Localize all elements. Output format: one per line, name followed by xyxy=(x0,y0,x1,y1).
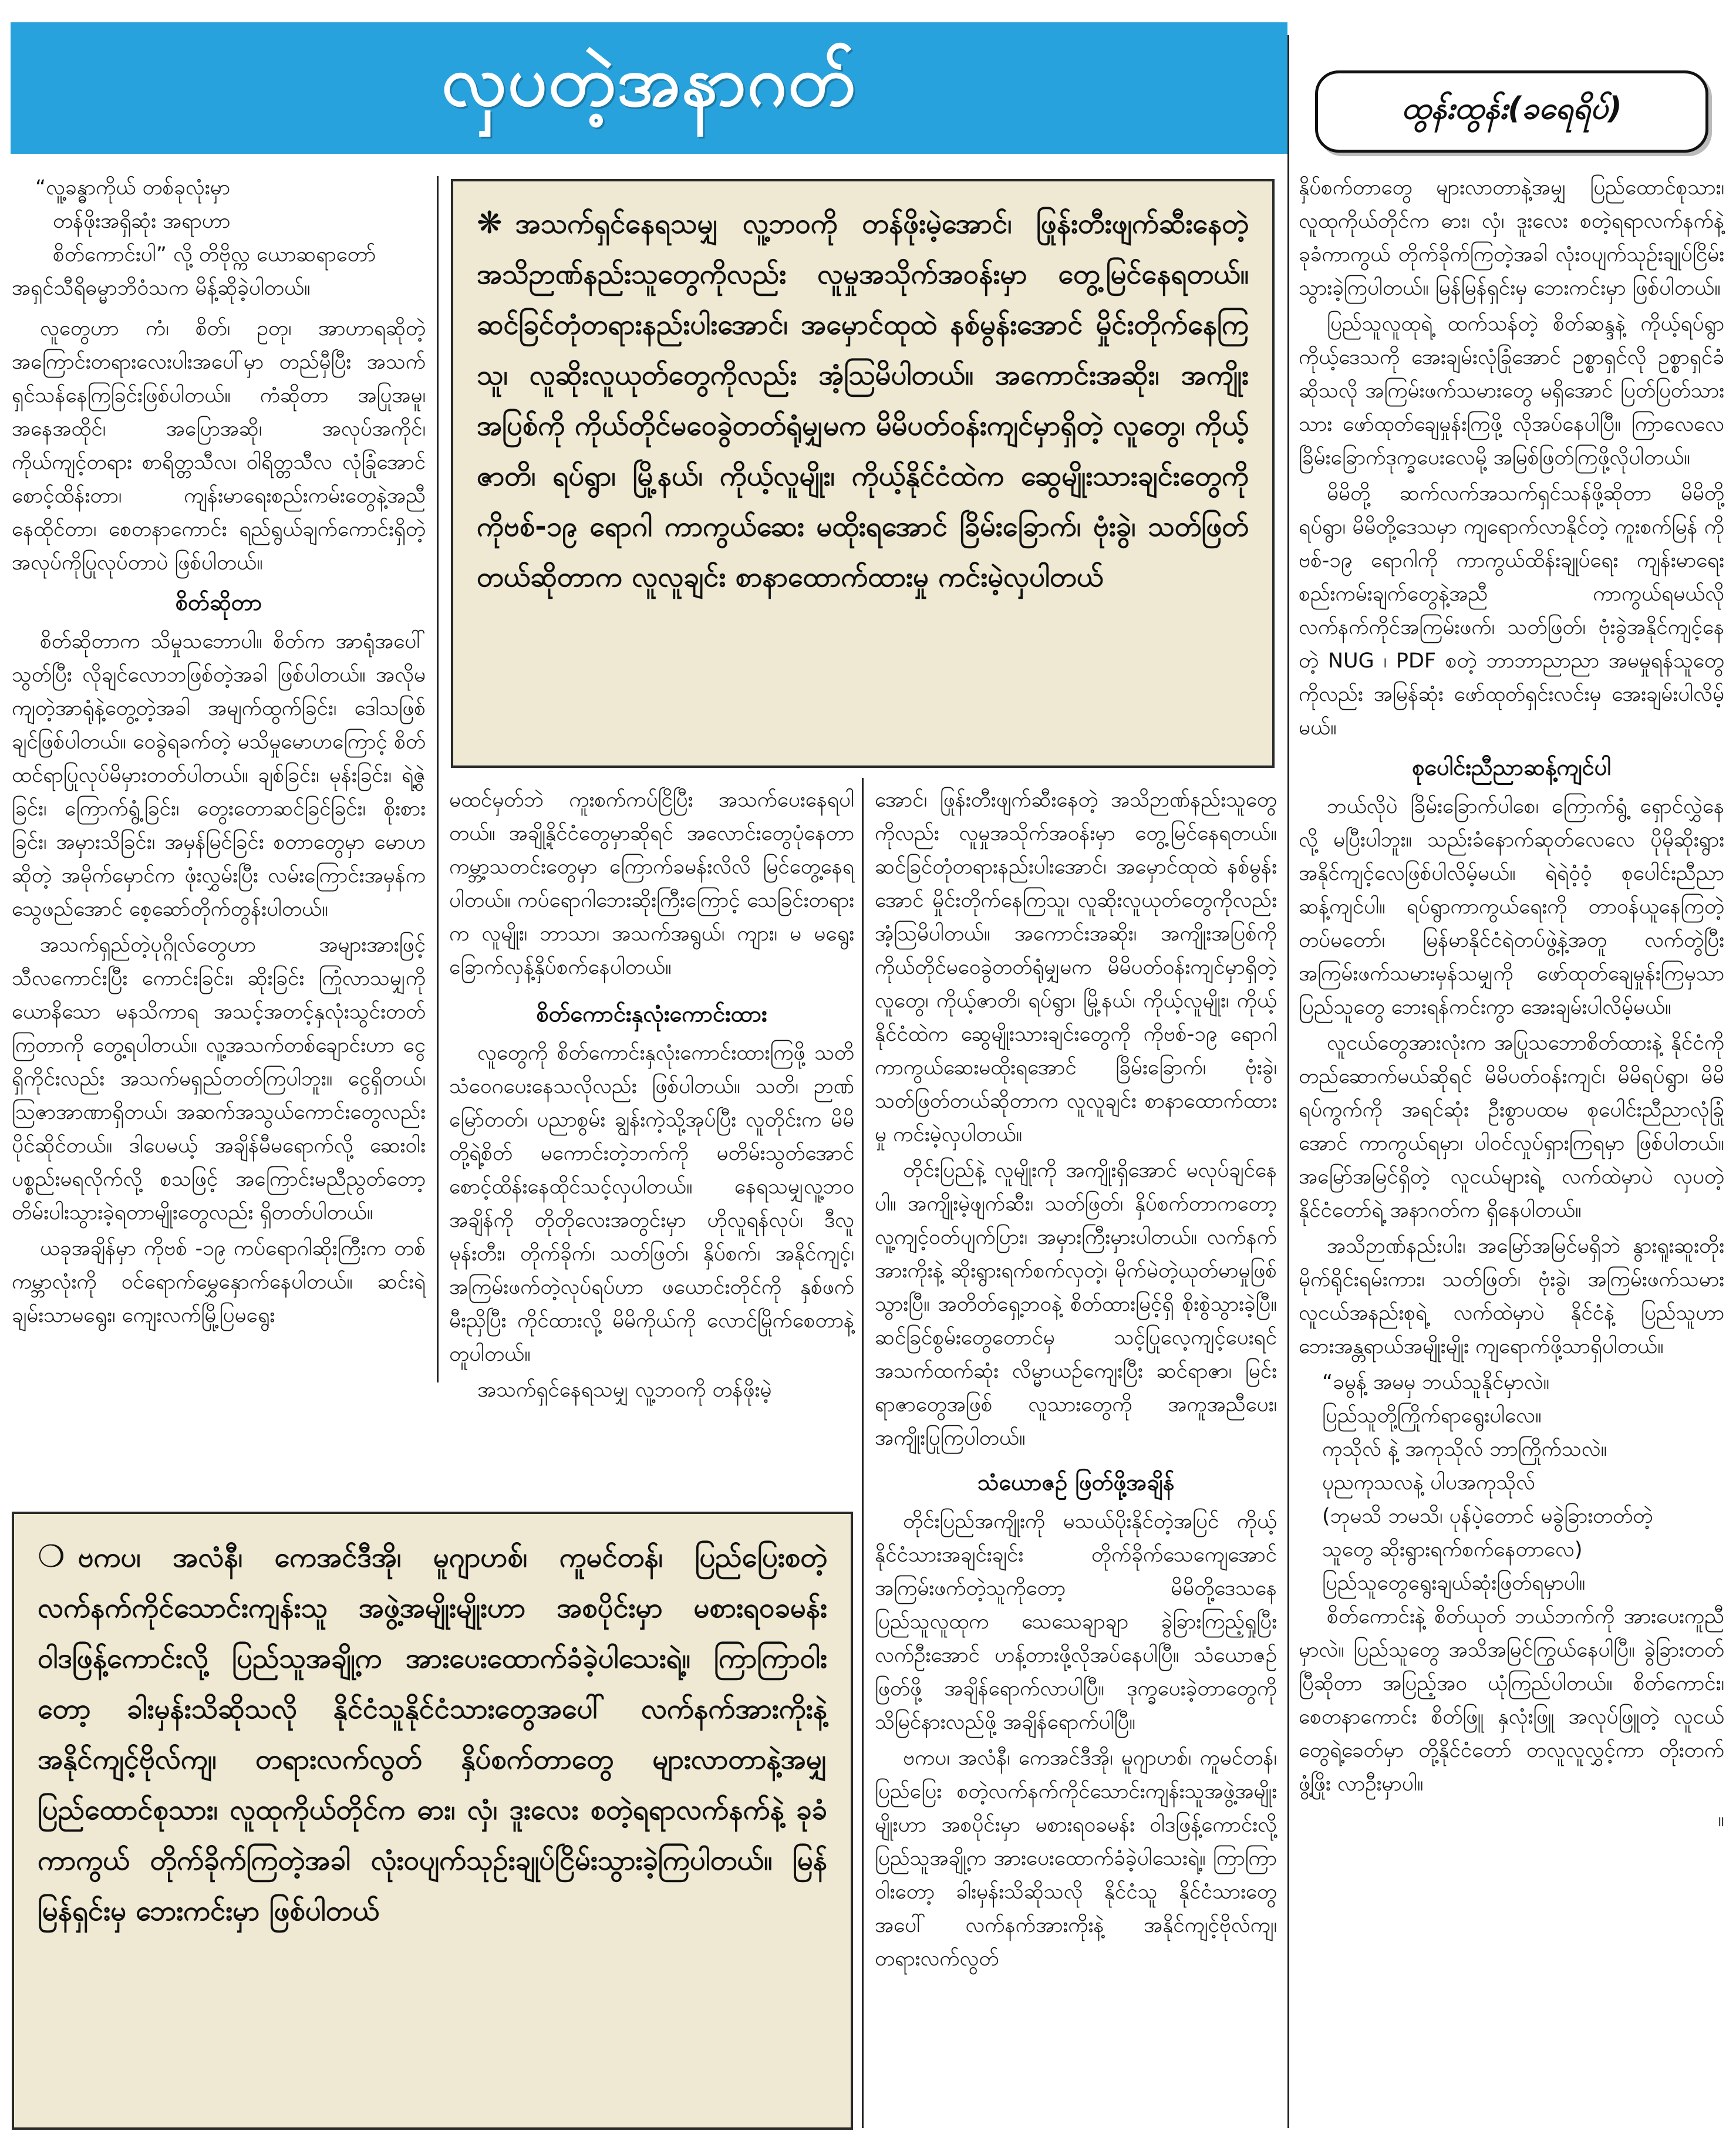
paragraph: လူငယ်တွေအားလုံးက အပြုသဘောစိတ်ထားနဲ့ နိုင်ငံကို တည်ဆောက်မယ်ဆိုရင် မိမိပတ်ဝန်းကျင်၊ မိမိရပ်ရွာ၊ မိမိရပ်ကွက်ကို အရင်ဆုံး ဦးစွာပထမ စုပေါင်းညီညာလုံခြုံအောင် ကာကွယ်ရမှာ၊ ပါဝင်လှုပ်ရှားကြရမှာ ဖြစ်ပါတယ်။ အမြော်အမြင်ရှိတဲ့ လူငယ်များရဲ့ လက်ထဲမှာပဲ လှပတဲ့ နိုင်ငံတော်ရဲ့ အနာဂတ်က ရှိနေပါတယ်။ xyxy=(1299,1031,1724,1222)
section-heading: သံယောဇဉ် ဖြတ်ဖို့အချိန် xyxy=(977,1469,1175,1495)
poem-line: ကုသိုလ် နဲ့ အကုသိုလ် ဘာကြိုက်သလဲ။ xyxy=(1322,1438,1607,1461)
paragraph: ပြည်သူလူထုရဲ့ ထက်သန်တဲ့ စိတ်ဆန္ဒနဲ့ ကိုယ့်ရပ်ရွာ ကိုယ့်ဒေသကို အေးချမ်းလုံခြုံအောင် ဥစ္စာရှင်လို ဥစ္စာရှင်ခံဆိုသလို အကြမ်းဖက်သမားတွေ မရှိအောင် ပြတ်ပြတ်သားသား ဖော်ထုတ်ချေမှုန်းကြဖို့ လိုအပ်နေပါပြီ။ ကြာလေလေ ခြိမ်းခြောက်ဒုက္ခပေးလေမို့ အမြစ်ဖြတ်ကြဖို့လိုပါတယ်။ xyxy=(1299,312,1724,470)
quote-line: စိတ်ကောင်းပါ” လို့ တိဗိုလ္က ယောဆရာတော် xyxy=(53,243,376,267)
paragraph: ဘယ်လိုပဲ ခြိမ်းခြောက်ပါစေ၊ ကြောက်ရွံ့ ရှောင်လွှဲနေလို့ မပြီးပါဘူး။ သည်းခံနောက်ဆုတ်လေလေ ပိုမိုဆိုးရွားအနိုင်ကျင့်လေဖြစ်ပါလိမ့်မယ်။ ရဲရဲဝံ့ဝံ့ စုပေါင်းညီညာဆန့်ကျင်ပါ။ ရပ်ရွာကာကွယ်ရေးကို တာဝန်ယူနေကြတဲ့ တပ်မတော်၊ မြန်မာနိုင်ငံရဲတပ်ဖွဲ့နဲ့အတူ လက်တွဲပြီး အကြမ်းဖက်သမားမှန်သမျှကို ဖော်ထုတ်ချေမှုန်းကြမှသာ ပြည်သူတွေ ဘေးရန်ကင်းကွာ အေးချမ်းပါလိမ့်မယ်။ xyxy=(1299,795,1724,1019)
author-name: ထွန်းထွန်း(ခရေရိပ်) xyxy=(1401,91,1622,126)
poem-line: သူတွေ ဆိုးရွားရက်စက်နေတာလေ) xyxy=(1322,1538,1583,1562)
paragraph: အရှင်သီရိဓမ္မာဘိဝံသက မိန့်ဆိုခဲ့ပါတယ်။ xyxy=(12,276,311,300)
paragraph: အောင်၊ ဖြုန်းတီးဖျက်ဆီးနေတဲ့ အသိဉာဏ်နည်းသူတွေကိုလည်း လူမှုအသိုက်အဝန်းမှာ တွေ့မြင်နေရတယ်။ ဆင်ခြင်တုံတရားနည်းပါးအောင်၊ အမှောင်ထုထဲ နစ်မွန်းအောင် မှိုင်းတိုက်နေကြသူ၊ လူဆိုးလူယုတ်တွေကိုလည်း အံ့သြမိပါတယ်။ အကောင်းအဆိုး၊ အကျိုးအပြစ်ကို ကိုယ်တိုင်မဝေခွဲတတ်ရုံမျှမက မိမိပတ်ဝန်းကျင်မှာရှိတဲ့ လူတွေ၊ ကိုယ့်ဇာတိ၊ ရပ်ရွာ၊ မြို့နယ်၊ ကိုယ့်လူမျိုး၊ ကိုယ့်နိုင်ငံထဲက ဆွေမျိုးသားချင်းတွေကို ကိုဗစ်-၁၉ ရောဂါ ကာကွယ်ဆေးမထိုးရအောင် ခြိမ်းခြောက်၊ ဗုံးခွဲ၊ သတ်ဖြတ်တယ်ဆိုတာက လူလူချင်း စာနာထောက်ထားမှု ကင်းမဲ့လှပါတယ်။ xyxy=(875,788,1277,1146)
paragraph: တိုင်းပြည်နဲ့ လူမျိုးကို အကျိုးရှိအောင် မလုပ်ချင်နေပါ။ အကျိုးမဲ့ဖျက်ဆီး၊ သတ်ဖြတ်၊ နှိပ်စက်တာကတော့ လူ့ကျင့်ဝတ်ပျက်ပြား၊ အမှားကြီးမှားပါတယ်။ လက်နက်အားကိုးနဲ့ ဆိုးရွားရက်စက်လှတဲ့၊ မိုက်မဲတဲ့ယုတ်မာမှုဖြစ်သွားပြီ။ အတိတ်ရှေ့ဘဝနဲ့ စိတ်ထားမြင့်ရှိ စိုးစွဲသွားခဲ့ပြီ။ ဆင်ခြင်စွမ်းတွေတောင်မှ သင့်ပြုလေ့ကျင့်ပေးရင် အသက်ထက်ဆုံး လိမ္မာယဉ်ကျေးပြီး ဆင်ရာဇာ၊ မြင်းရာဇာတွေအဖြစ် လူသားတွေကို အကူအညီပေး၊ အကျိုးပြုကြပါတယ်။ xyxy=(875,1159,1277,1450)
pullquote-body: ဗကပ၊ အလံနီ၊ ကေအင်ဒီအို၊ မူဂျာဟစ်၊ ကူမင်တန်၊ ပြည်ပြေးစတဲ့ လက်နက်ကိုင်သောင်းကျန်းသူ အဖွဲ့အမျိုးမျိုးဟာ အစပိုင်းမှာ မစားရဝခမန်း ဝါဒဖြန့်ကောင်းလို့ ပြည်သူအချို့က အားပေးထောက်ခံခဲ့ပါသေးရဲ့။ ကြာကြာဝါးတော့ ခါးမှန်းသိဆိုသလို နိုင်ငံသူနိုင်ငံသားတွေအပေါ် လက်နက်အားကိုးနဲ့ အနိုင်ကျင့်ဗိုလ်ကျ၊ တရားလက်လွတ် နှိပ်စက်တာတွေ များလာတာနဲ့အမျှ ပြည်ထောင်စုသား၊ လူထုကိုယ်တိုင်က ဓား၊ လှံ၊ ဒူးလေး စတဲ့ရရာလက်နက်နဲ့ ခုခံကာကွယ် တိုက်ခိုက်ကြတဲ့အခါ လုံးဝပျက်သုဉ်းချုပ်ငြိမ်းသွားခဲ့ကြပါတယ်။ မြန်မြန်ရှင်းမှ ဘေးကင်းမှာ ဖြစ်ပါတယ် xyxy=(38,1542,827,1927)
poem-line: ပုညကုသလနဲ့ ပါပအကုသိုလ် xyxy=(1322,1471,1535,1495)
column-divider xyxy=(862,778,864,2128)
end-mark: ။ xyxy=(1718,1808,1724,1832)
paragraph: မိမိတို့ ဆက်လက်အသက်ရှင်သန်ဖို့ဆိုတာ မိမိတို့ရပ်ရွာ၊ မိမိတို့ဒေသမှာ ကျရောက်လာနိုင်တဲ့ ကူးစက်မြန် ကိုဗစ်-၁၉ ရောဂါကို ကာကွယ်ထိန်းချုပ်ရေး ကျန်းမာရေးစည်းကမ်းချက်တွေနဲ့အညီ ကာကွယ်ရမယ်လို လက်နက်ကိုင်အကြမ်းဖက်၊ သတ်ဖြတ်၊ ဗုံးခွဲအနိုင်ကျင့်နေတဲ့ NUG ၊ PDF စတဲ့ ဘာဘာညာညာ အမမှုရန်သူတွေကိုလည်း အမြန်ဆုံး ဖော်ထုတ်ရှင်းလင်းမှ အေးချမ်းပါလိမ့်မယ်။ xyxy=(1299,482,1724,740)
author-byline xyxy=(1315,70,1708,153)
paragraph: ဗကပ၊ အလံနီ၊ ကေအင်ဒီအို၊ မူဂျာဟစ်၊ ကူမင်တန်၊ ပြည်ပြေး စတဲ့လက်နက်ကိုင်သောင်းကျန်းသူအဖွဲ့အမျိုးမျိုးဟာ အစပိုင်းမှာ မစားရဝခမန်း ဝါဒဖြန့်ကောင်းလို့ ပြည်သူအချို့က အားပေးထောက်ခံခဲ့ပါသေးရဲ့။ ကြာကြာဝါးတော့ ခါးမှန်းသိဆိုသလို နိုင်ငံသူ နိုင်ငံသားတွေအပေါ် လက်နက်အားကိုးနဲ့ အနိုင်ကျင့်ဗိုလ်ကျ၊ တရားလက်လွတ် xyxy=(875,1746,1277,1971)
paragraph: လူတွေဟာ ကံ၊ စိတ်၊ ဥတု၊ အာဟာရဆိုတဲ့ အကြောင်းတရားလေးပါးအပေါ်မှာ တည်မှီပြီး အသက်ရှင်သန်နေကြခြင်းဖြစ်ပါတယ်။ ကံဆိုတာ အပြုအမူ၊ အနေအထိုင်၊ အပြောအဆို၊ အလုပ်အကိုင်၊ ကိုယ်ကျင့်တရား စာရိတ္တသီလ၊ ဝါရိတ္တသီလ လုံခြုံအောင် စောင့်ထိန်းတာ၊ ကျန်းမာရေးစည်းကမ်းတွေနဲ့အညီ နေထိုင်တာ၊ စေတနာကောင်း ရည်ရွယ်ချက်ကောင်းရှိတဲ့ အလုပ်ကိုပြုလုပ်တာပဲ ဖြစ်ပါတယ်။ xyxy=(12,317,426,575)
article-column-3 xyxy=(875,784,1277,1978)
paragraph: အသိဉာဏ်နည်းပါး၊ အမြော်အမြင်မရှိဘဲ နွားရူးဆူးတိုး မိုက်ရိုင်းရမ်းကား၊ သတ်ဖြတ်၊ ဗုံးခွဲ၊ အကြမ်းဖက်သမားလူငယ်အနည်းစုရဲ့ လက်ထဲမှာပဲ နိုင်ငံနဲ့ ပြည်သူဟာ ဘေးအန္တရာယ်အမျိုးမျိုး ကျရောက်ဖို့သာရှိပါတယ်။ xyxy=(1299,1235,1724,1358)
page-title: လှပတဲ့အနာဂတ် xyxy=(441,41,857,122)
poem-line: ပြည်သူတို့ကြိုက်ရာရွေးပါလေ။ xyxy=(1322,1404,1542,1428)
paragraph: ယခုအချိန်မှာ ကိုဗစ် -၁၉ ကပ်ရောဂါဆိုးကြီးက တစ်ကမ္ဘာလုံးကို ဝင်ရောက်မွှေနှောက်နေပါတယ်။ ဆင်းရဲချမ်းသာမရွေး၊ ကျေးလက်မြို့ပြမရွေး xyxy=(12,1237,426,1327)
circle-bullet-icon: ❍ xyxy=(38,1539,65,1574)
poem-line: ပြည်သူတွေရွေးချယ်ဆုံးဖြတ်ရမှာပါ။ xyxy=(1322,1572,1586,1595)
paragraph: စိတ်ကောင်းနဲ့ စိတ်ယုတ် ဘယ်ဘက်ကို အားပေးကူညီမှာလဲ။ ပြည်သူတွေ အသိအမြင်ကြွယ်နေပါပြီ။ ခွဲခြားတတ်ပြီဆိုတာ အပြည့်အဝ ယုံကြည်ပါတယ်။ စိတ်ကောင်း၊ စေတနာကောင်း စိတ်ဖြူ နှလုံးဖြူ အလုပ်ဖြူတဲ့ လူငယ်တွေရဲ့ခေတ်မှာ တို့နိုင်ငံတော် တလူလူလွှင့်ကာ တိုးတက်ဖွံ့ဖြိုး လာဦးမှာပါ။ xyxy=(1299,1605,1724,1796)
pullquote-body: အသက်ရှင်နေရသမျှ လူ့ဘဝကို တန်ဖိုးမဲ့အောင်၊ ဖြုန်းတီးဖျက်ဆီးနေတဲ့ အသိဉာဏ်နည်းသူတွေကိုလည်း လူမှုအသိုက်အဝန်းမှာ တွေ့မြင်နေရတယ်။ ဆင်ခြင်တုံတရားနည်းပါးအောင်၊ အမှောင်ထုထဲ နစ်မွန်းအောင် မှိုင်းတိုက်နေကြသူ၊ လူဆိုးလူယုတ်တွေကိုလည်း အံ့သြမိပါတယ်။ အကောင်းအဆိုး၊ အကျိုးအပြစ်ကို ကိုယ်တိုင်မဝေခွဲတတ်ရုံမျှမက မိမိပတ်ဝန်းကျင်မှာရှိတဲ့ လူတွေ၊ ကိုယ့်ဇာတိ၊ ရပ်ရွာ၊ မြို့နယ်၊ ကိုယ့်လူမျိုး၊ ကိုယ့်နိုင်ငံထဲက ဆွေမျိုးသားချင်းတွေကို ကိုဗစ်-၁၉ ရောဂါ ကာကွယ်ဆေး မထိုးရအောင် ခြိမ်းခြောက်၊ ဗုံးခွဲ၊ သတ်ဖြတ်တယ်ဆိုတာက လူလူချင်း စာနာထောက်ထားမှု ကင်းမဲ့လှပါတယ် xyxy=(477,208,1249,593)
article-column-2 xyxy=(449,784,854,1409)
paragraph: မထင်မှတ်ဘဲ ကူးစက်ကပ်ငြိပြီး အသက်ပေးနေရပါတယ်။ အချို့နိုင်ငံတွေမှာဆိုရင် အလောင်းတွေပုံနေတာ ကမ္ဘာ့သတင်းတွေမှာ ကြောက်ခမန်းလိလိ မြင်တွေ့နေရပါတယ်။ ကပ်ရောဂါဘေးဆိုးကြီးကြောင့် သေခြင်းတရားက လူမျိုး၊ ဘာသာ၊ အသက်အရွယ်၊ ကျား၊ မ မရွေး ခြောက်လှန့်နှိပ်စက်နေပါတယ်။ xyxy=(449,788,854,979)
poem-line: “ခမွန့် အမမှ ဘယ်သူနိုင်မှာလဲ။ xyxy=(1322,1371,1550,1394)
pullquote-bottom xyxy=(12,1512,853,2130)
paragraph: တိုင်းပြည်အကျိုးကို မသယ်ပိုးနိုင်တဲ့အပြင် ကိုယ့်နိုင်ငံသားအချင်းချင်း တိုက်ခိုက်သေကျေအောင် အကြမ်းဖက်တဲ့သူကိုတော့ မိမိတို့ဒေသနေ ပြည်သူလူထုက သေသေချာချာ ခွဲခြားကြည့်ရှုပြီး လက်ဦးအောင် ဟန့်တားဖို့လိုအပ်နေပါပြီ။ သံယောဇဉ်ဖြတ်ဖို့ အချိန်ရောက်လာပါပြီ။ ဒုက္ခပေးခဲ့တာတွေကို သိမြင်နားလည်ဖို့ အချိန်ရောက်ပါပြီ။ xyxy=(875,1510,1277,1734)
paragraph: စိတ်ဆိုတာက သိမှုသဘောပါ။ စိတ်က အာရုံအပေါ်သွတ်ပြီး လိုချင်လောဘဖြစ်တဲ့အခါ ဖြစ်ပါတယ်။ အလိုမကျတဲ့အာရုံနဲ့တွေ့တဲ့အခါ အမျက်ထွက်ခြင်း၊ ဒေါသဖြစ်ချင်ဖြစ်ပါတယ်။ ဝေခွဲရခက်တဲ့ မသိမှုမောဟကြောင့် စိတ်ထင်ရာပြုလုပ်မိမှားတတ်ပါတယ်။ ချစ်ခြင်း၊ မုန်းခြင်း၊ ရဲ့ဇွဲခြင်း၊ ကြောက်ရွံ့ခြင်း၊ တွေးတောဆင်ခြင်ခြင်း၊ စိုးစားခြင်း၊ အမှားသိခြင်း၊ အမှန်မြင်ခြင်း စတာတွေမှာ မောဟဆိုတဲ့ အမိုက်မှောင်က ဖုံးလွှမ်းပြီး လမ်းကြောင်းအမှန်က သွေဖည်အောင် စေ့ဆော်တိုက်တွန်းပါတယ်။ xyxy=(12,630,426,921)
flower-bullet-icon: ❋ xyxy=(477,205,503,241)
paragraph: အသက်ရှင်နေရသမျှ လူ့ဘဝကို တန်ဖိုးမဲ့ xyxy=(477,1378,772,1402)
paragraph: အသက်ရှည်တဲ့ပုဂ္ဂိုလ်တွေဟာ အများအားဖြင့် သီလကောင်းပြီး ကောင်းခြင်း၊ ဆိုးခြင်း ကြုံလာသမျှကို ယောနိသော မနသိကာရ အသင့်အတင့်နှလုံးသွင်းတတ်ကြတာကို တွေ့ရပါတယ်။ လူ့အသက်တစ်ချောင်းဟာ ငွေရှိကိုင်းလည်း အသက်မရှည်တတ်ကြပါဘူး။ ငွေရှိတယ်၊ ဩဇာအာဏာရှိတယ်၊ အဆက်အသွယ်ကောင်းတွေလည်း ပိုင်ဆိုင်တယ်။ ဒါပေမယ့် အချိန်မီမရောက်လို့ ဆေးဝါးပစ္စည်းမရလိုက်လို့ စသဖြင့် အကြောင်းမညီညွတ်တော့ တိမ်းပါးသွားခဲ့ရတာမျိုးတွေလည်း ရှိတတ်ပါတယ်။ xyxy=(12,933,426,1225)
poem-line: (ဘုမသိ ဘမသိ၊ ပုန်ပဲ့တောင် မခွဲခြားတတ်တဲ့ xyxy=(1322,1505,1653,1528)
quote-line: “လူ့ခန္ဓာကိုယ် တစ်ခုလုံးမှာ xyxy=(35,176,230,200)
paragraph: နှိပ်စက်တာတွေ များလာတာနဲ့အမျှ ပြည်ထောင်စုသား၊ လူထုကိုယ်တိုင်က ဓား၊ လှံ၊ ဒူးလေး စတဲ့ရရာလက်နက်နဲ့ ခုခံကာကွယ် တိုက်ခိုက်ကြတဲ့အခါ လုံးဝပျက်သုဉ်းချုပ်ငြိမ်းသွားခဲ့ကြပါတယ်။ မြန်မြန်ရှင်းမှ ဘေးကင်းမှာ ဖြစ်ပါတယ်။ xyxy=(1299,176,1724,300)
section-heading: စုပေါင်းညီညာဆန့်ကျင်ပါ xyxy=(1412,754,1611,780)
article-column-4 xyxy=(1299,171,1724,1839)
column-divider xyxy=(437,176,439,1382)
pullquote-text xyxy=(14,1514,851,1937)
column-divider xyxy=(1287,35,1289,2128)
section-heading: စိတ်ကောင်းနှလုံးကောင်းထား xyxy=(536,1001,767,1027)
pullquote-text xyxy=(453,181,1272,603)
paragraph: လူတွေကို စိတ်ကောင်းနှလုံးကောင်းထားကြဖို့ သတိသံဝေဂပေးနေသလိုလည်း ဖြစ်ပါတယ်။ သတိ၊ ဉာဏ်မြော်တတ်၊ ပညာစွမ်း ချွန်းကဲ့သို့အုပ်ပြီး လူတိုင်းက မိမိတို့ရဲ့စိတ် မကောင်းတဲ့ဘက်ကို မတိမ်းသွတ်အောင် စောင့်ထိန်းနေထိုင်သင့်လှပါတယ်။ နေရသမျှလူ့ဘဝအချိန်ကို တိုတိုလေးအတွင်းမှာ ဟိုလူရန်လုပ်၊ ဒီလူမုန်းတီး၊ တိုက်ခိုက်၊ သတ်ဖြတ်၊ နှိပ်စက်၊ အနိုင်ကျင့်၊ အကြမ်းဖက်တဲ့လုပ်ရပ်ဟာ ဖယောင်းတိုင်ကို နှစ်ဖက်မီးညှိပြီး ကိုင်ထားလို့ မိမိကိုယ်ကို လောင်မြိုက်စေတာနဲ့ တူပါတယ်။ xyxy=(449,1041,854,1366)
title-banner xyxy=(11,22,1287,154)
article-column-1 xyxy=(12,171,426,1335)
quote-line: တန်ဖိုးအရှိဆုံး အရာဟာ xyxy=(53,210,231,233)
section-heading: စိတ်ဆိုတာ xyxy=(175,589,262,615)
pullquote-top xyxy=(451,179,1275,768)
